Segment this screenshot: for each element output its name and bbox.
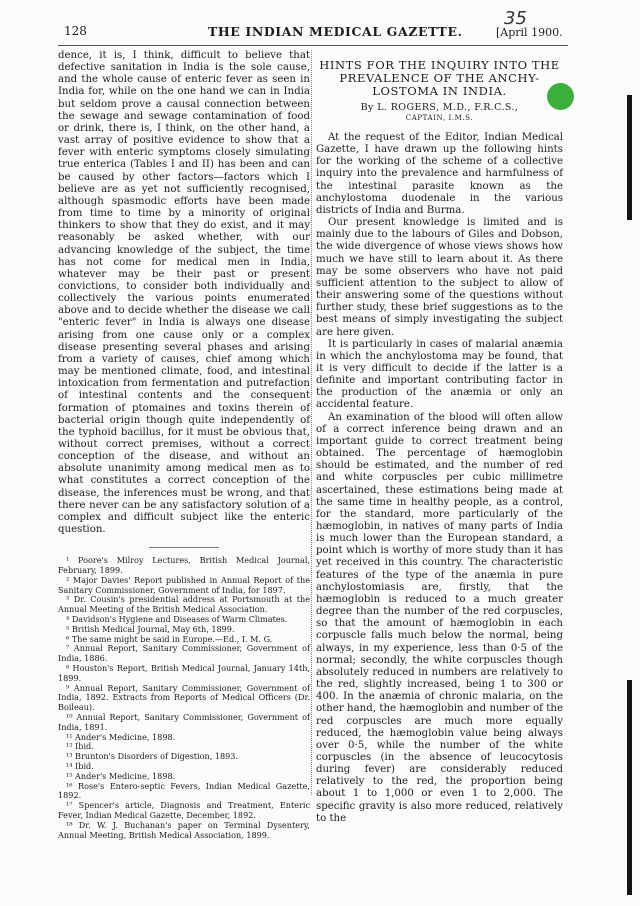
footnote: ⁸ Houston's Report, British Medical Journal, January 14th, 1899.	[58, 663, 310, 683]
issue-date: [April 1900.	[496, 26, 563, 39]
author-rank: CAPTAIN, I.M.S.	[405, 114, 474, 122]
column-divider	[311, 50, 312, 795]
footnote: ¹⁶ Rose's Entero-septic Fevers, Indian Medical Gazette, 1892.	[58, 780, 310, 801]
footnote: ¹⁴ Ibid.	[66, 760, 94, 771]
footnote: ² Major Davies' Report published in Annual Report of the Sanitary Commissioner, Government of India, for 1897.	[58, 574, 310, 595]
article-paragraph: At the request of the Editor, Indian Medical Gazette, I have drawn up the following hints for the working of the scheme of a collective inquiry into the prevalence and harmfulness of the intestinal parasite known as the anchylostoma duodenale in the various districts of India and Burma.	[316, 132, 563, 216]
article-paragraph: Our present knowledge is limited and is mainly due to the labours of Giles and Dobson, the wide divergence of whose views shows how much we have still to learn about it. As there may be some observers who have not paid sufficient attention to the subject to allow of their answering some of the questions without further study, these brief suggestions as to the best means of simply investigating the subject are here given.	[316, 217, 563, 338]
article-paragraph: It is particularly in cases of malarial anæmia in which the anchylostoma may be found, that it is very difficult to decide if the latter is a definite and important contributing factor in the production of the anæmia or only an accidental feature.	[316, 338, 563, 411]
footnote: ⁷ Annual Report, Sanitary Commissioner, Government of India, 1886.	[58, 643, 310, 664]
footnote: ¹⁵ Ander's Medicine, 1898.	[66, 770, 176, 781]
footnote: ⁶ The same might be said in Europe.—Ed., I. M. G.	[66, 633, 273, 644]
footnote: ⁴ Davidson's Hygiene and Diseases of Warm Climates.	[66, 614, 288, 625]
page-edge-shadow	[627, 95, 632, 220]
footnote: ⁵ British Medical Journal, May 6th, 1899.	[66, 623, 235, 634]
page-number: 128	[64, 24, 87, 38]
handwritten-folio: 35	[504, 8, 527, 29]
page-edge-shadow	[627, 680, 632, 895]
footnote: ⁹ Annual Report, Sanitary Commissioner, Government of India, 1892. Extracts from Reports of Medical Officers (Dr. Boileau).	[58, 682, 310, 713]
footnote: ¹⁰ Annual Report, Sanitary Commissioner, Government of India, 1891.	[58, 712, 310, 732]
right-column	[316, 55, 563, 825]
footnote: ¹³ Brunton's Disorders of Digestion, 1893.	[66, 751, 239, 762]
footnotes	[58, 556, 310, 840]
header-rule	[58, 45, 568, 46]
enteric-fever-paragraph: dence, it is, I think, difficult to believe that defective sanitation in India is the sole cause, and the whole cause of enteric fever as seen in India for, while on the one hand we can in India but seldom prove a causal connection between the sewage and sewage contamination of food or drink, there is, I think, on the other hand, a vast array of positive evidence to show that a fever with enteric symptoms closely simulating true enterica (Tables I and II) has been and can be caused by other factors—factors which I believe are as yet not sufficiently recognised, although spasmodic efforts have been made from time to time by a minority of original thinkers to show that they do exist, and it may reasonably be asked whether, with our advancing knowledge of the subject, the time has not come for medical men in India, whatever may be their past or present convictions, to consider both individually and collectively the various points enumerated above and to decide whether the disease we call "enteric fever" in India is always one disease arising from one cause only or a complex disease presenting several phases and arising from a variety of causes, chief among which may be mentioned climate, food, and intestinal intoxication from fermentation and putrefaction of intestinal contents and the consequent formation of ptomaines and toxins therein of bacterial origin though quite independently of the typhoid bacillus, for it must be obvious that, without correct premises, without a correct conception of the disease, and without an absolute unanimity among medical men as to what constitutes a correct conception of the disease, the inferences must be wrong, and that there never can be any satisfactory solution of a complex and difficult subject like the enteric question.	[58, 50, 310, 536]
page-header	[58, 8, 578, 42]
author-byline: By L. ROGERS, M.D., F.R.C.S.,	[360, 102, 519, 113]
green-dot-marker	[547, 83, 574, 110]
footnote: ¹¹ Ander's Medicine, 1898.	[66, 731, 176, 742]
running-head: THE INDIAN MEDICAL GAZETTE.	[208, 24, 463, 39]
article-title: HINTS FOR THE INQUIRY INTO THE PREVALENCE OF THE ANCHY-LOSTOMA IN INDIA.	[319, 58, 560, 98]
footnote: ¹² Ibid.	[66, 741, 94, 752]
article-paragraph: An examination of the blood will often allow of a correct inference being drawn and an important guide to correct treatment being obtained. The percentage of hæmoglobin should be estimated, and the number of red and white corpuscles per cubic millimetre ascertained, these estimations being made at the same time in healthy people, as a control, for the standard, more particularly of the hæmoglobin, in natives of many parts of India is much lower than the European standard, a point which is worthy of more study than it has yet received in this country. The characteristic features of the type of the anæmia in pure anchylostomiasis are, firstly, that the hæmoglobin is reduced to a much greater degree than the number of the red corpuscles, so that the amount of hæmoglobin in each corpuscle falls much below the normal, being always, in my experience, less than 0·5 of the normal; secondly, the white corpuscles though absolutely reduced in numbers are relatively to the red, slightly increased, being 1 to 300 or 400. In the anæmia of chronic malaria, on the other hand, the hæmoglobin and number of the red corpuscles are much more equally reduced, the hæmoglobin value being always over 0·5, while the number of the white corpuscles (in the absence of leucocytosis during fever) are considerably reduced relatively to the red, the proportion being about 1 to 1,000 or even 1 to 2,000. The specific gravity is also more reduced, relatively to the	[316, 411, 563, 824]
footnote: ¹⁷ Spencer's article, Diagnosis and Treatment, Enteric Fever, Indian Medical Gazette, December, 1892.	[58, 800, 310, 820]
footnote: ¹⁸ Dr. W. J. Buchanan's paper on Terminal Dysentery, Annual Meeting, British Medical Association, 1899.	[58, 819, 310, 840]
footnote: ¹ Poore's Milroy Lectures, British Medical Journal, February, 1899.	[58, 555, 310, 576]
footnote: ³ Dr. Cousin's presidential address at Portsmouth at the Annual Meeting of the British Medical Association.	[58, 594, 310, 615]
footnote-separator	[149, 547, 219, 548]
left-column	[58, 50, 310, 840]
